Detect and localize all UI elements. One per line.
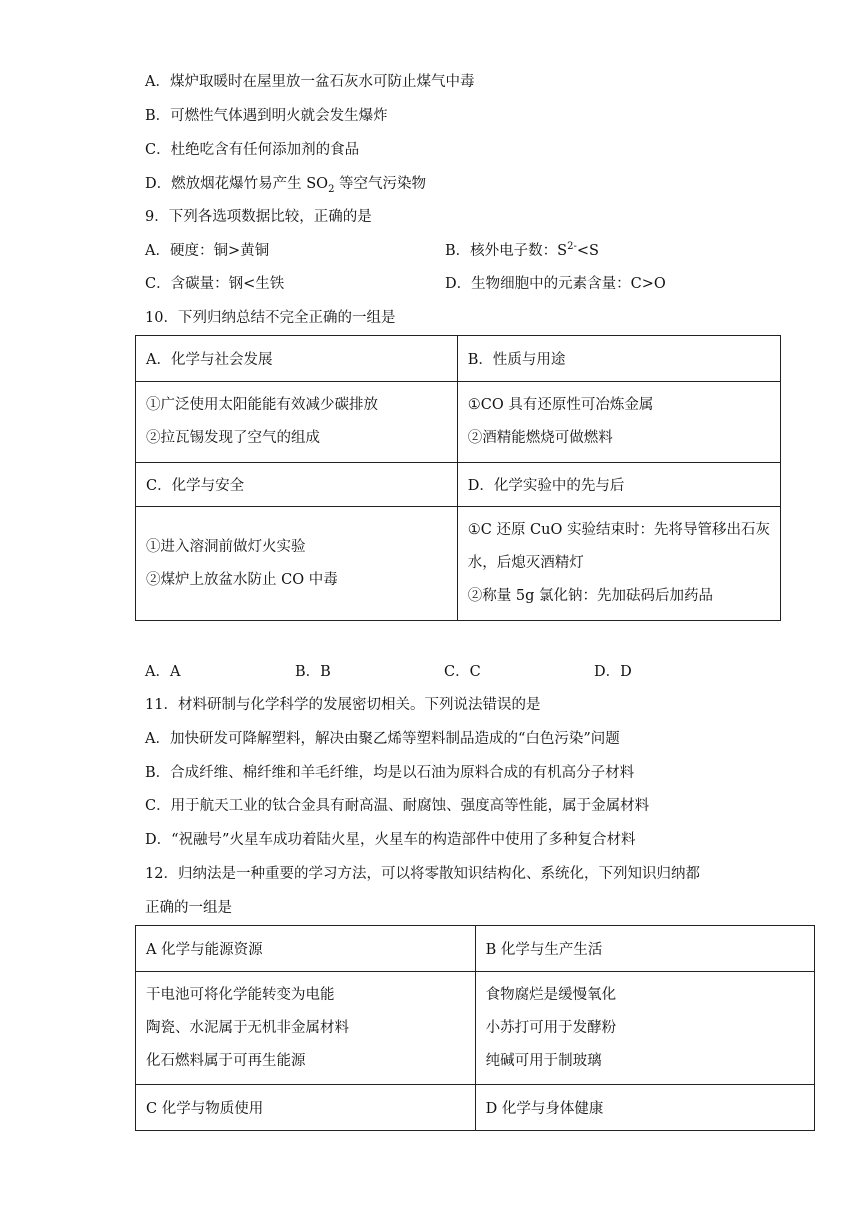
q10-d-item: 水，后熄灭酒精灯 [467,555,584,571]
q10-cell-a-body [136,382,458,463]
q10-d-item: ②称量 5g 氯化钠：先加砝码后加药品 [467,588,713,604]
q12-a-item: 陶瓷、水泥属于无机非金属材料 [146,1019,349,1036]
q12-stem-line1: 12．归纳法是一种重要的学习方法，可以将零散知识结构化、系统化，下列知识归纳都 [145,866,700,882]
q9-option-b [445,241,599,261]
q12-stem-line2: 正确的一组是 [145,900,232,916]
q10-d-item: ①C 还原 CuO 实验结束时：先将导管移出石灰 [467,522,770,538]
q12-b-item: 纯碱可用于制玻璃 [485,1052,602,1069]
q11-option-d: D．“祝融号”火星车成功着陆火星，火星车的构造部件中使用了多种复合材料 [145,832,636,848]
q10-stem: 10．下列归纳总结不完全正确的一组是 [145,310,396,326]
q12-cell-b-body [475,972,814,1085]
q9-option-d: D．生物细胞中的元素含量：C>O [445,276,666,292]
q12-cell-c-head: C 化学与物质使用 [136,1085,476,1131]
q9-option-a: A．硬度：铜>黄铜 [145,243,270,259]
q8-option-d-subscript: 2 [328,183,335,195]
q11-option-c: C．用于航天工业的钛合金具有耐高温、耐腐蚀、强度高等性能，属于金属材料 [145,798,650,814]
q10-option-a: A．A [145,664,181,680]
q10-option-b: B．B [295,664,331,680]
q10-cell-c-head: C．化学与安全 [136,463,458,507]
q9-option-b-text-end: <S [576,243,599,259]
q9-option-b-text: B．核外电子数：S [445,243,568,259]
q8-option-d-text-end: 等空气污染物 [334,176,427,192]
q10-a-item: ②拉瓦锡发现了空气的组成 [146,430,320,446]
q12-b-item: 小苏打可用于发酵粉 [485,1019,617,1036]
q8-option-d-text: D．燃放烟花爆竹易产生 SO [145,176,329,192]
q12-cell-a-head: A 化学与能源资源 [136,926,476,972]
q12-cell-b-head: B 化学与生产生活 [475,926,814,972]
q11-option-a: A．加快研发可降解塑料，解决由聚乙烯等塑料制品造成的“白色污染”问题 [145,731,620,747]
q8-option-a: A．煤炉取暖时在屋里放一盆石灰水可防止煤气中毒 [145,74,475,90]
q10-cell-c-body [136,507,458,621]
q12-b-item: 食物腐烂是缓慢氧化 [485,986,617,1003]
q10-a-item: ①广泛使用太阳能能有效减少碳排放 [146,397,378,413]
q10-c-item: ②煤炉上放盆水防止 CO 中毒 [146,571,338,588]
q12-a-item: 干电池可将化学能转变为电能 [146,986,335,1003]
q11-option-b: B．合成纤维、棉纤维和羊毛纤维，均是以石油为原料合成的有机高分子材料 [145,765,635,781]
q12-table [135,925,815,1131]
q11-stem: 11．材料研制与化学科学的发展密切相关。下列说法错误的是 [145,697,541,713]
q12-cell-d-head: D 化学与身体健康 [475,1085,814,1131]
q9-stem: 9．下列各选项数据比较，正确的是 [145,209,372,225]
q8-option-b: B．可燃性气体遇到明火就会发生爆炸 [145,108,388,124]
q10-b-item: ②酒精能燃烧可做燃料 [467,430,613,446]
q8-option-c: C．杜绝吃含有任何添加剂的食品 [145,142,360,158]
q9-option-c: C．含碳量：钢<生铁 [145,276,285,292]
q9-option-b-superscript: 2- [567,241,577,253]
q10-cell-d-body [457,507,780,621]
q10-b-item: ①CO 具有还原性可冶炼金属 [467,397,654,413]
q10-cell-a-head: A．化学与社会发展 [136,336,458,382]
q12-cell-a-body [136,972,476,1085]
q10-option-d: D．D [594,664,632,680]
q8-option-d [145,174,426,194]
q10-cell-b-body [457,382,780,463]
q10-options [145,662,665,682]
q10-option-c: C．C [444,664,481,680]
q12-a-item: 化石燃料属于可再生能源 [146,1052,306,1069]
q10-table [135,335,781,621]
q10-c-item: ①进入溶洞前做灯火实验 [146,538,306,555]
q10-cell-d-head: D．化学实验中的先与后 [457,463,780,507]
q10-cell-b-head: B．性质与用途 [457,336,780,382]
